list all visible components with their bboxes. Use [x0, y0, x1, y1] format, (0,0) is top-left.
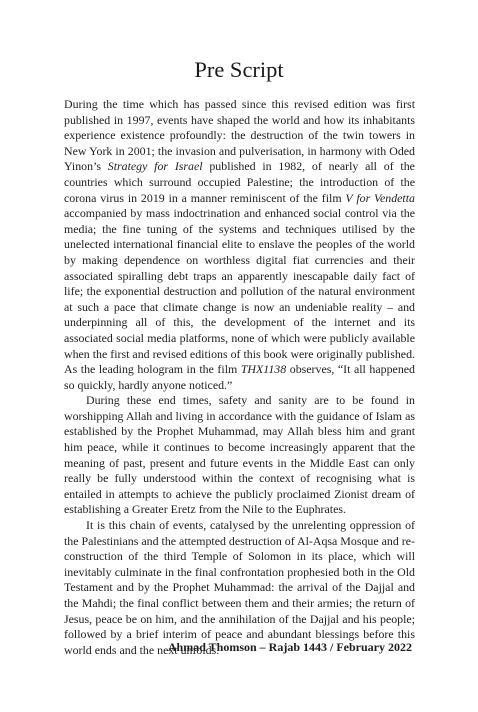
- author-signature: Ahmad Thomson – Rajab 1443 / February 2022: [167, 640, 412, 654]
- paragraph-1-text: observes, “It all happened so quickly, hardly anyone noticed.”: [64, 362, 415, 392]
- page-title: Pre Script: [194, 57, 284, 82]
- paragraph-1: [64, 97, 415, 393]
- film-title-thx1138: THX1138: [240, 362, 287, 377]
- paragraph-3: [64, 518, 415, 658]
- paragraph-1-text: During the time which has passed since this revised edition was first published in 1997, events have shaped the world and how its inhabitants experience existence profoundly: the destruction of the twin towers in New York in 2001; the invasion and pulverisation, in harmony with Oded Yinon’s: [64, 97, 415, 174]
- paragraph-1-text: published in 1982, of nearly all of the countries which surround occupied Palestine; the introduction of the corona virus in 2019 in a manner reminiscent of the film: [64, 159, 415, 205]
- body-text: [64, 97, 415, 658]
- paragraph-3-text: It is this chain of events, catalysed by the unrelenting oppression of the Palestinians and the attempted destruction of Al-Aqsa Mosque and re-construction of the third Temple of Solomon in its place, which will inevitably culminate in the final confrontation prophesied both in the Old Testament and by the Prophet Muhammad: the arrival of the Dajjal and the Mahdi; the final conflict between them and their armies; the return of Jesus, peace be on him, and the annihilation of the Dajjal and his people; followed by a brief interim of peace and abundant blessings before this world ends and the next unfolds.: [64, 518, 415, 657]
- paragraph-2-text: During these end times, safety and sanity are to be found in worshipping Allah and living in accordance with the guidance of Islam as established by the Prophet Muhammad, may Allah bless him and grant him peace, while it continues to become increasingly apparent that the meaning of past, present and future events in the Middle East can only really be fully understood within the context of recognising what is entailed in attempts to achieve the publicly proclaimed Zionist dream of establishing a Greater Eretz from the Nile to the Euphrates.: [64, 393, 415, 517]
- book-title-strategy-for-israel: Strategy for Israel: [107, 159, 203, 174]
- paragraph-1-text: accompanied by mass indoctrination and enhanced social control via the media; the fine tuning of the systems and techniques utilised by the unelected international financial elite to enslave the peoples of the world by making dependence on worthless digital fiat currencies and their associated spiralling debt traps an apparently inescapable daily fact of life; the exponential destruction and pollution of the natural environment at such a pace that climate change is now an undeniable reality – and underpinning all of this, the development of the internet and its associated social media platforms, none of which were publicly available when the first and revised editions of this book were originally published. As the leading hologram in the film: [64, 206, 415, 377]
- paragraph-2: [64, 393, 415, 518]
- film-title-v-for-vendetta: V for Vendetta: [345, 190, 415, 205]
